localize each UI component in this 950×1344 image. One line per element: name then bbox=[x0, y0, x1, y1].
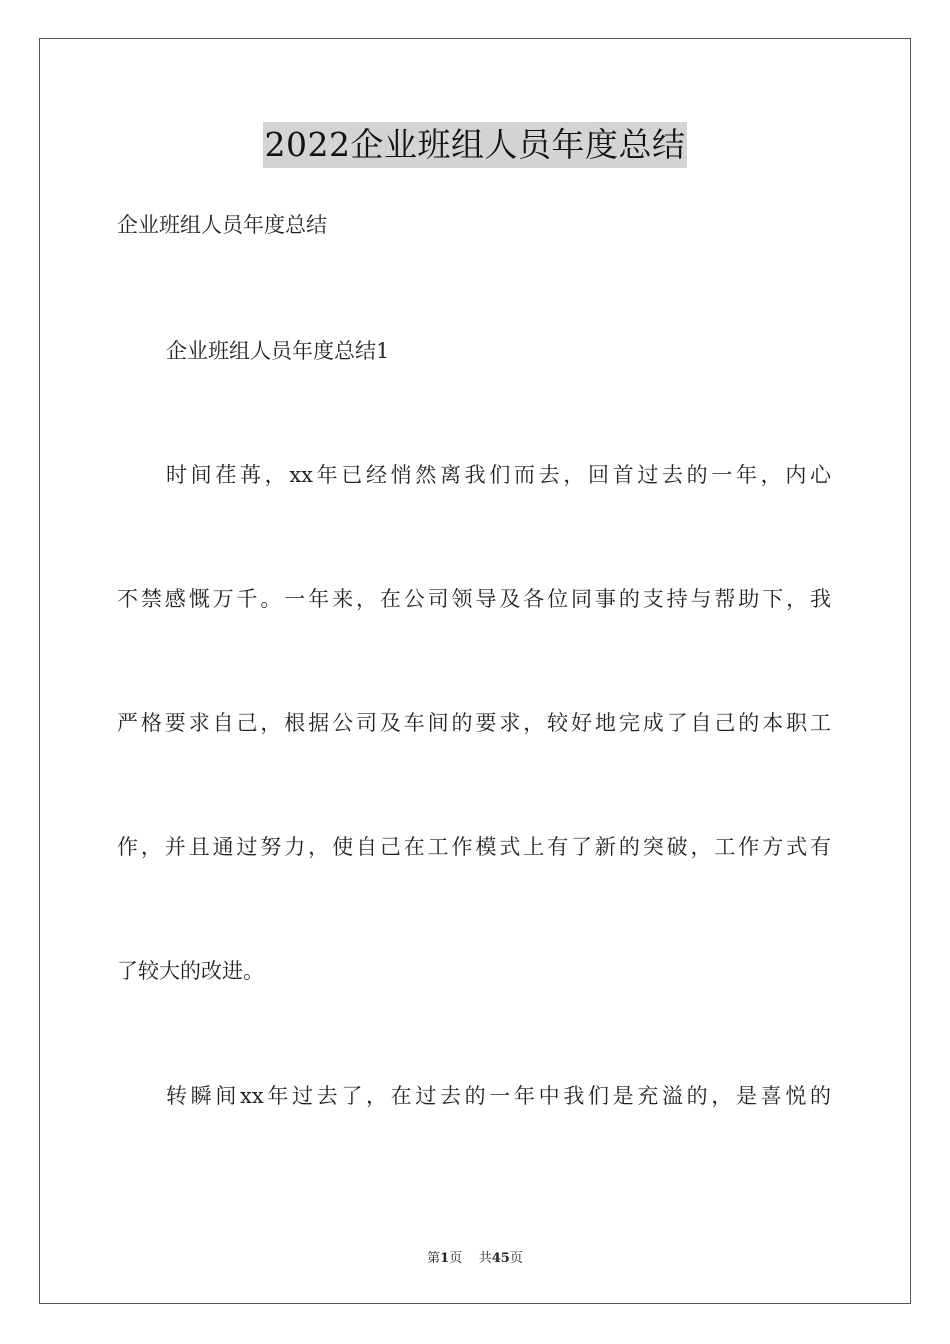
page-prefix: 第 bbox=[427, 1251, 441, 1266]
paragraph-line: 转瞬间xx年过去了，在过去的一年中我们是充溢的，是喜悦的 bbox=[166, 1084, 831, 1108]
paragraph-line: 时间荏苒，xx年已经悄然离我们而去，回首过去的一年，内心 bbox=[166, 463, 831, 487]
paragraph-line: 严格要求自己，根据公司及车间的要求，较好地完成了自己的本职工 bbox=[117, 711, 831, 735]
total-prefix: 共 bbox=[478, 1251, 492, 1266]
section-heading: 企业班组人员年度总结1 bbox=[166, 339, 390, 363]
paragraph-line: 了较大的改进。 bbox=[117, 959, 264, 983]
total-page-count: 45 bbox=[491, 1251, 510, 1266]
document-title: 2022企业班组人员年度总结 bbox=[263, 122, 688, 168]
title-container bbox=[0, 122, 950, 168]
page-suffix: 页 bbox=[449, 1251, 463, 1266]
paragraph-line: 不禁感慨万千。一年来，在公司领导及各位同事的支持与帮助下，我 bbox=[117, 587, 831, 611]
document-subtitle: 企业班组人员年度总结 bbox=[117, 213, 327, 237]
total-suffix: 页 bbox=[509, 1251, 523, 1266]
page-footer bbox=[0, 1247, 950, 1266]
paragraph-line: 作，并且通过努力，使自己在工作模式上有了新的突破，工作方式有 bbox=[117, 835, 831, 859]
current-page-number: 1 bbox=[440, 1251, 450, 1266]
